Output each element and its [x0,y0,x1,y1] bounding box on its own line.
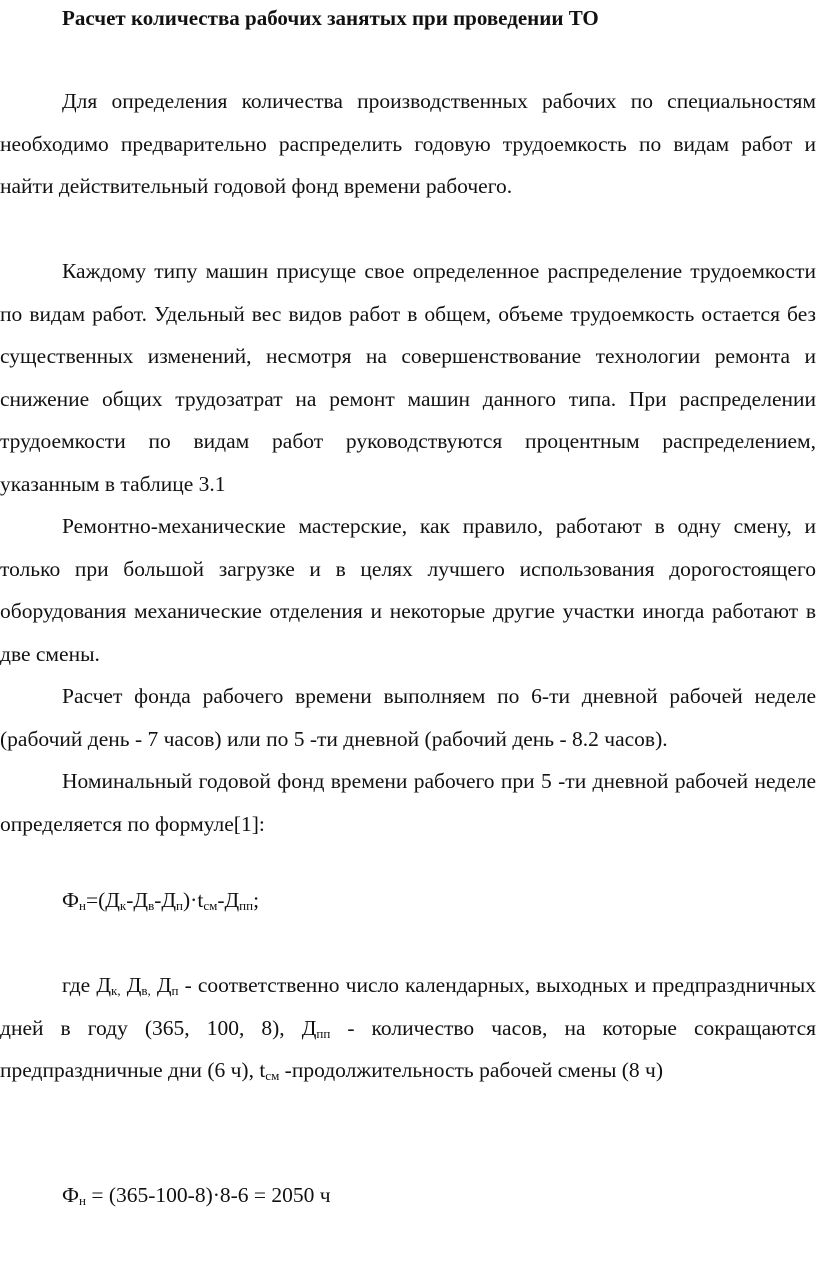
formula-subscript: пп [239,898,254,913]
document-title: Расчет количества рабочих занятых при проведении ТО [62,6,599,30]
definition-text: где Д [62,973,112,997]
formula-subscript: н [79,898,86,913]
paragraph-time-fund: Расчет фонда рабочего времени выполняем по 6-ти дневной рабочей неделе (рабочий день - 7 часов) или по 5 -ти дневной (рабочий день - 8.2 часов). [0,684,816,751]
formula-part: ; [253,888,260,912]
formula-subscript: см [203,898,218,913]
formula-subscript: к [119,898,127,913]
definition-text: - соответственно число календарных, выходных и предпраздничных дней в году (365, 100, 8), Д [0,973,816,1040]
paragraph-intro: Для определения количества производственных рабочих по специальностям необходимо предварительно распределить годовую трудоемкость по видам работ и найти действительный годовой фонд времени рабочего. [0,89,816,199]
formula-part: -Д [154,888,177,912]
definition-text: - количество часов, на которые сокращаются предпраздничные дни (6 ч), t [0,1015,816,1083]
definition-subscript: в, [141,983,151,998]
formula-subscript: н [79,1193,86,1208]
formula-nominal-fund [62,885,259,915]
formula-part: )·t [183,888,204,912]
definition-text: Д [120,973,142,997]
definition-subscript: см [265,1068,280,1084]
formula-subscript: в [148,898,155,913]
definition-text: -продолжительность рабочей смены (8 ч) [279,1058,664,1083]
formula-result [62,1180,331,1210]
definition-subscript: пп [316,1025,331,1041]
formula-subscript: п [176,898,184,913]
definition-subscript: п [171,983,179,998]
paragraph-nominal-fund: Номинальный годовой фонд времени рабочего при 5 -ти дневной рабочей неделе определяется по формуле[1]: [0,769,816,836]
definition-subscript: к, [111,983,121,998]
paragraph-definitions [0,964,816,1092]
paragraph-workshops: Ремонтно-механические мастерские, как правило, работают в одну смену, и только при большой загрузке и в целях лучшего использования дорогостоящего оборудования механические отделения и некоторые другие участки иногда работают в две смены. [0,514,816,666]
formula-part: =(Д [85,888,120,912]
formula-expression: = (365-100-8)·8-6 = 2050 ч [85,1183,331,1207]
definition-text: Д [150,973,172,997]
formula-part: -Д [126,888,149,912]
paragraph-distribution: Каждому типу машин присуще свое определенное распределение трудоемкости по видам работ. Удельный вес видов работ в общем, объеме трудоемкость остается без существенных изменений, несмотря на совершенствование технологии ремонта и снижение общих трудозатрат на ремонт машин данного типа. При распределении трудоемкости по видам работ руководствуются процентным распределением, указанным в таблице 3.1 [0,259,816,496]
formula-part: -Д [217,888,240,912]
formula-symbol: Ф [62,1183,79,1207]
formula-symbol: Ф [62,888,79,912]
